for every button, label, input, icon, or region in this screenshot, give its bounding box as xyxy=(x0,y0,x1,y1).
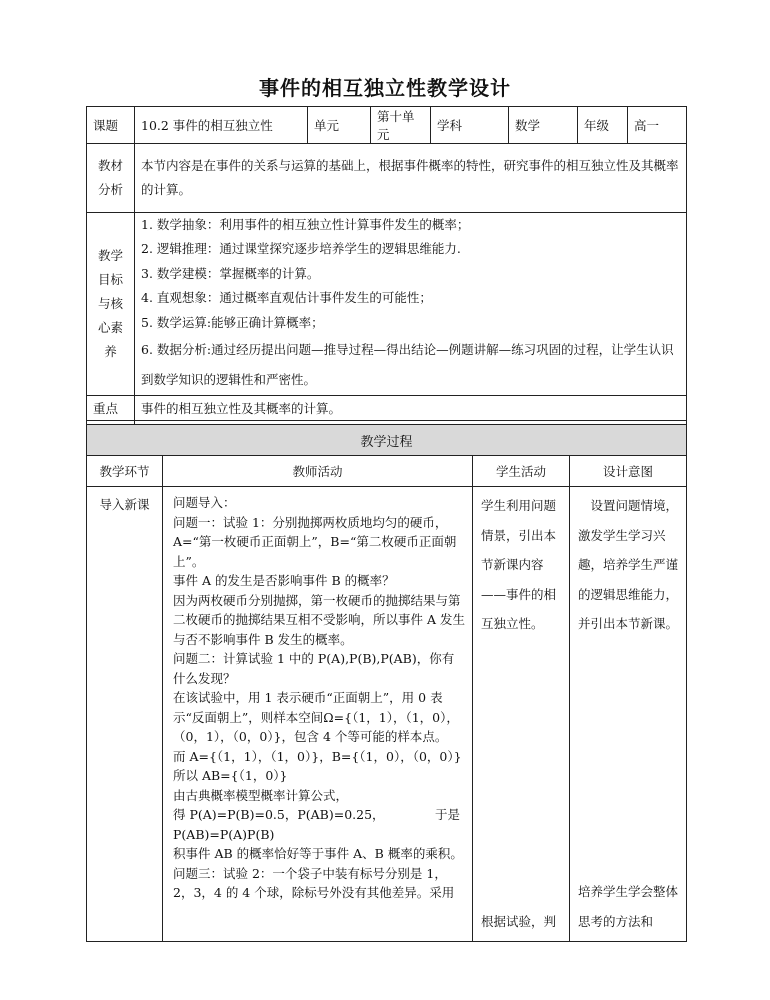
grade-label: 年级 xyxy=(578,107,628,144)
topic-value: 10.2 事件的相互独立性 xyxy=(135,107,308,144)
objective-item: 2. 逻辑推理：通过课堂探究逐步培养学生的逻辑思维能力. xyxy=(141,241,461,257)
teacher-line: 在该试验中，用 1 表示硬币“正面朝上”，用 0 表示“反面朝上”，则样本空间Ω={（1，1），（1，0），（0，1），（0，0）}，包含 4 个等可能的样本点。 xyxy=(173,690,459,744)
key-point-text: 事件的相互独立性及其概率的计算。 xyxy=(135,396,687,421)
lesson-info-table xyxy=(86,106,687,446)
design-intent xyxy=(570,487,687,942)
teacher-line: 问题导入： xyxy=(173,495,236,510)
objective-item: 5. 数学运算:能够正确计算概率； xyxy=(141,314,324,330)
objectives-row xyxy=(87,213,687,396)
student-text-top: 学生利用问题情景，引出本节新课内容——事件的相互独立性。 xyxy=(481,498,557,631)
subject-value: 数学 xyxy=(509,107,578,144)
teacher-activity xyxy=(163,487,473,942)
teacher-line: 事件 A 的发生是否影响事件 B 的概率？ xyxy=(173,573,395,588)
analysis-label: 教材 分析 xyxy=(87,144,135,213)
process-header: 教学过程 xyxy=(87,425,687,456)
analysis-text: 本节内容是在事件的关系与运算的基础上，根据事件概率的特性，研究事件的相互独立性及其概率的计算。 xyxy=(135,144,687,213)
teacher-line: 积事件 AB 的概率恰好等于事件 A、B 概率的乘积。 xyxy=(173,846,463,861)
col-student-header: 学生活动 xyxy=(473,456,570,487)
teacher-line: P(AB)=P(A)P(B) xyxy=(173,826,275,842)
subject-label: 学科 xyxy=(431,107,509,144)
key-point-row xyxy=(87,396,687,421)
teacher-line: 由古典概率模型概率计算公式， xyxy=(173,787,349,803)
objectives-label: 教学 目标 与核 心素 养 xyxy=(87,213,135,396)
analysis-row xyxy=(87,144,687,213)
design-text-bottom: 培养学生学会整体思考的方法和 xyxy=(578,884,679,929)
document-title: 事件的相互独立性教学设计 xyxy=(259,76,511,100)
student-text-bottom: 根据试验，判 xyxy=(481,914,557,929)
col-teacher-header: 教师活动 xyxy=(163,456,473,487)
design-text-top: 设置问题情境，激发学生学习兴趣，培养学生严谨的逻辑思维能力，并引出本节新课。 xyxy=(578,498,679,631)
objective-item: 1. 数学抽象：利用事件的相互独立性计算事件发生的概率； xyxy=(141,217,470,232)
col-step-header: 教学环节 xyxy=(87,456,163,487)
grade-value: 高一 xyxy=(628,107,687,144)
intro-row xyxy=(87,487,687,942)
info-row xyxy=(87,107,687,144)
objective-item: 4. 直观想象：通过概率直观估计事件发生的可能性； xyxy=(141,290,432,306)
then-word: 于是 xyxy=(434,807,460,822)
teacher-line: 问题三：试验 2：一个袋子中装有标号分别是 1，2，3，4 的 4 个球，除标号外没有其他差异。采用 xyxy=(173,865,455,900)
unit-value: 第十单元 xyxy=(371,107,431,144)
unit-label: 单元 xyxy=(308,107,371,144)
objective-item: 3. 数学建模：掌握概率的计算。 xyxy=(141,265,320,281)
teacher-line: 问题一：试验 1：分别抛掷两枚质地均匀的硬币，A=“第一枚硬币正面朝上”，B=“第二枚硬币正面朝上”。 xyxy=(173,514,457,569)
step-label: 导入新课 xyxy=(87,487,163,942)
key-point-label: 重点 xyxy=(87,396,135,421)
student-activity xyxy=(473,487,570,942)
teacher-line: 而 A={（1，1），（1，0）}，B={（1，0），（0，0）} xyxy=(173,748,462,764)
teaching-process-table xyxy=(86,424,687,942)
teacher-line: 所以 AB={（1，0）} xyxy=(173,768,288,783)
objectives-list xyxy=(135,213,687,396)
col-design-header: 设计意图 xyxy=(570,456,687,487)
topic-label: 课题 xyxy=(87,107,135,144)
objective-item: 6. 数据分析:通过经历提出问题—推导过程—得出结论—例题讲解—练习巩固的过程，让学生认识到数学知识的逻辑性和严密性。 xyxy=(141,342,674,388)
teacher-line: 问题二：计算试验 1 中的 P(A),P(B),P(AB)，你有什么发现？ xyxy=(173,651,455,686)
teacher-line: 得 P(A)=P(B)=0.5，P(AB)=0.25， 于是 xyxy=(173,805,466,825)
teacher-line: 因为两枚硬币分别抛掷，第一枚硬币的抛掷结果与第二枚硬币的抛掷结果互相不受影响，所以事件 A 发生与否不影响事件 B 发生的概率。 xyxy=(173,592,465,647)
